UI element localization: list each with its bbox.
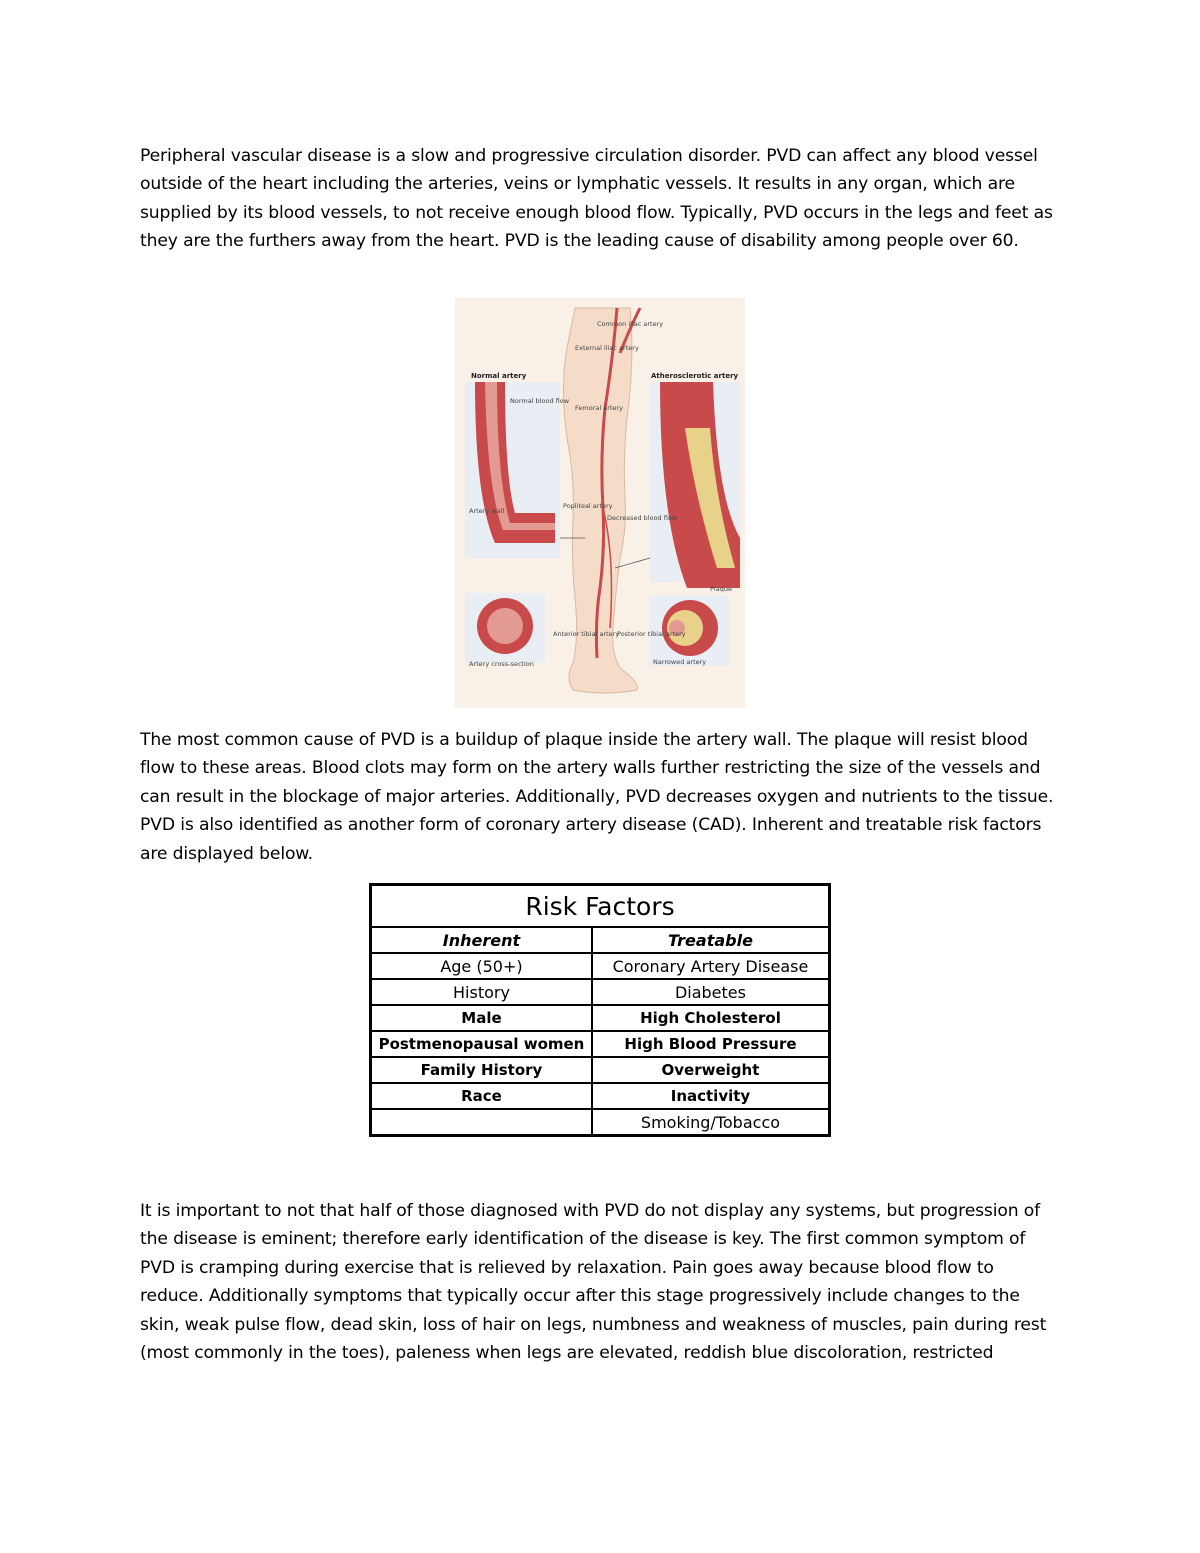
treatable-cell: Inactivity [592,1083,830,1109]
posterior-tibial-label: Posterior tibial artery [617,630,686,638]
cause-paragraph: The most common cause of PVD is a buildup of plaque inside the artery wall. The plaque will resist blood flow to these areas. Blood clots may form on the artery walls further restricting the size of the vessels and can result in the blockage of major arteries. Additionally, PVD decreases oxygen and nutrients to the tissue. PVD is also identified as another form of coronary artery disease (CAD). Inherent and treatable risk factors are displayed below. [140,730,1054,864]
popliteal-artery-label: Popliteal artery [563,502,613,510]
table-row [371,1031,830,1057]
treatable-cell: High Cholesterol [592,1005,830,1031]
table-row [371,979,830,1005]
risk-factors-table [369,883,831,1137]
table-row [371,1083,830,1109]
treatable-cell: Coronary Artery Disease [592,953,830,979]
inherent-cell: Age (50+) [371,953,592,979]
header-treatable: Treatable [592,927,830,953]
inherent-cell: Race [371,1083,592,1109]
narrowed-artery-label: Narrowed artery [653,658,707,666]
inherent-cell [371,1109,592,1136]
inherent-cell: Postmenopausal women [371,1031,592,1057]
treatable-cell: Overweight [592,1057,830,1083]
table-row [371,953,830,979]
atherosclerotic-artery-label: Atherosclerotic artery [651,372,739,380]
artery-cross-section-label: Artery cross-section [469,660,534,668]
table-row [371,1005,830,1031]
leg-artery-diagram [455,298,745,708]
femoral-artery-label: Femoral artery [575,404,623,412]
normal-blood-flow-label: Normal blood flow [510,397,570,405]
intro-paragraph: Peripheral vascular disease is a slow and progressive circulation disorder. PVD can affect any blood vessel outside of the heart including the arteries, veins or lymphatic vessels. It results in any organ, which are supplied by its blood vessels, to not receive enough blood flow. Typically, PVD occurs in the legs and feet as they are the furthers away from the heart. PVD is the leading cause of disability among people over 60. [140,146,1053,252]
inherent-cell: Male [371,1005,592,1031]
common-iliac-label: Common iliac artery [597,320,664,328]
decreased-blood-flow-label: Decreased blood flow [607,514,678,522]
table-header-row [371,927,830,953]
symptoms-paragraph: It is important to not that half of those diagnosed with PVD do not display any systems, but progression of the disease is eminent; therefore early identification of the disease is key. The first common symptom of PVD is cramping during exercise that is relieved by relaxation. Pain goes away because blood flow to reduce. Additionally symptoms that typically occur after this stage progressively include changes to the skin, weak pulse flow, dead skin, loss of hair on legs, numbness and weakness of muscles, pain during rest (most commonly in the toes), paleness when legs are elevated, reddish blue discoloration, restricted [140,1201,1047,1364]
pvd-illustration [455,298,745,708]
table-row [371,1109,830,1136]
plaque-label: Plaque [710,585,732,593]
treatable-cell: Diabetes [592,979,830,1005]
normal-artery-label: Normal artery [471,372,527,380]
inherent-cell: Family History [371,1057,592,1083]
artery-wall-label: Artery wall [469,507,505,515]
treatable-cell: Smoking/Tobacco [592,1109,830,1136]
treatable-cell: High Blood Pressure [592,1031,830,1057]
inherent-cell: History [371,979,592,1005]
external-iliac-label: External iliac artery [575,344,639,352]
header-inherent: Inherent [371,927,592,953]
table-row [371,1057,830,1083]
anterior-tibial-label: Anterior tibial artery [553,630,620,638]
normal-cross-section-lumen [487,608,523,644]
table-title: Risk Factors [371,885,830,928]
